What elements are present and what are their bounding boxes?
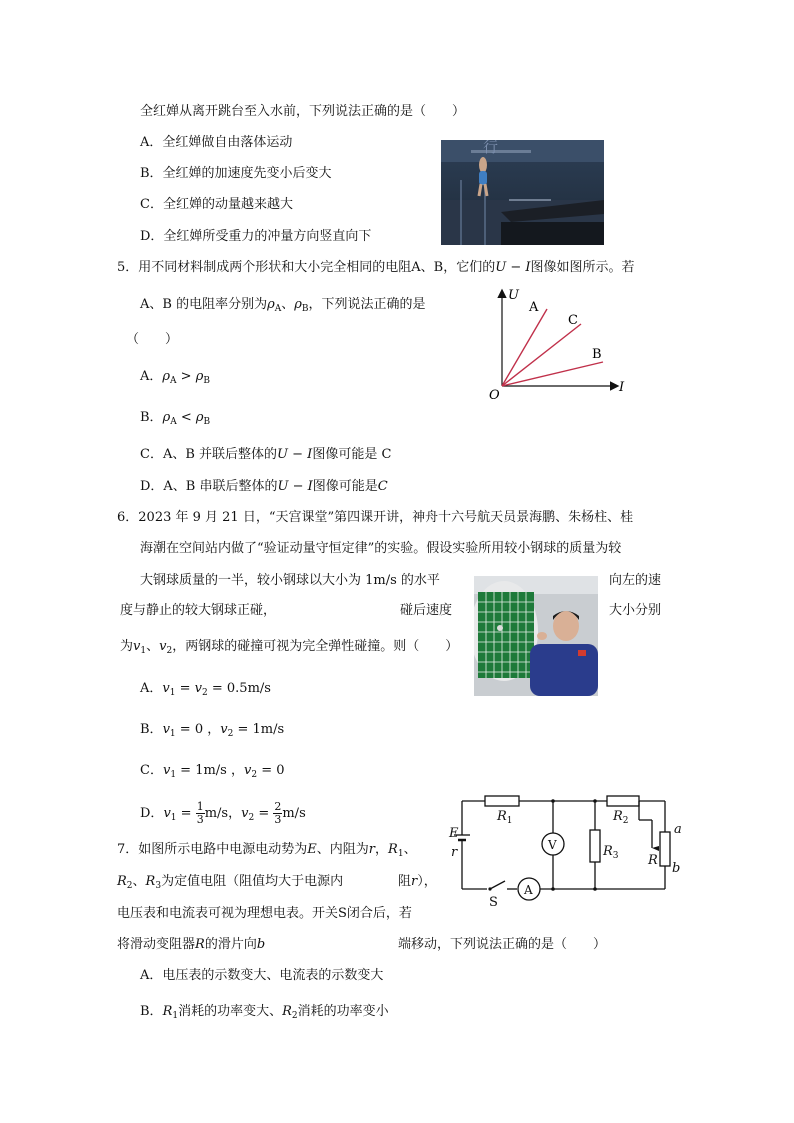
rho-a-sub: A bbox=[170, 376, 177, 386]
line-a-label: A bbox=[529, 300, 539, 315]
q5-option-c bbox=[140, 446, 391, 464]
r-symbol: r bbox=[368, 842, 376, 857]
r1-symbol: R bbox=[388, 842, 398, 857]
v2-sub: 2 bbox=[166, 646, 173, 656]
b-symbol: b bbox=[256, 937, 266, 952]
q6-line5-end: ，两钢球的碰撞可视为完全弹性碰撞。则（ ） bbox=[172, 639, 459, 654]
fraction-numerator: 1 bbox=[196, 800, 204, 813]
v1-sub: 1 bbox=[170, 770, 177, 780]
rho-a-sub: A bbox=[170, 417, 177, 427]
q5-line1-end: 图像如图所示。若 bbox=[530, 260, 635, 275]
v2-sub: 2 bbox=[248, 813, 255, 823]
resistor-r2 bbox=[607, 796, 639, 806]
r1-label-sub: 1 bbox=[506, 816, 513, 826]
sep: 、 bbox=[132, 874, 146, 889]
terminal-a-label: a bbox=[674, 822, 682, 837]
q6-line4-end: 大小分别 bbox=[609, 603, 662, 618]
rho-b-sub: B bbox=[301, 304, 309, 314]
v2-symbol: v bbox=[241, 806, 249, 821]
voltmeter-label: V bbox=[548, 838, 557, 852]
ammeter-label: A bbox=[524, 883, 533, 897]
q7-option-b-mid: 消耗的功率变大、 bbox=[178, 1004, 283, 1019]
v2-symbol: v bbox=[244, 763, 252, 778]
diving-scene bbox=[441, 140, 604, 245]
u-symbol: U bbox=[277, 447, 288, 462]
less-sign: < bbox=[176, 410, 196, 425]
v1-symbol: v bbox=[162, 763, 171, 778]
dash: − bbox=[288, 447, 308, 462]
emf-symbol: E bbox=[307, 842, 317, 857]
rho-a: ρ bbox=[162, 410, 171, 425]
r1-sub: 1 bbox=[172, 1011, 179, 1021]
q5-line1-text: 5．用不同材料制成两个形状和大小完全相同的电阻A、B，它们的 bbox=[117, 260, 496, 275]
q7-line2-end bbox=[398, 873, 437, 891]
v2-sub: 2 bbox=[251, 770, 258, 780]
internal-r-label: r bbox=[451, 845, 458, 860]
r3-label-r: R bbox=[603, 844, 613, 859]
q5-sep: 、 bbox=[281, 297, 295, 312]
q6-option-d-label: D． bbox=[140, 806, 164, 821]
q6-option-a-label: A． bbox=[140, 681, 163, 696]
r1-sub: 1 bbox=[397, 849, 404, 859]
v1-sub: 1 bbox=[169, 729, 176, 739]
q4-option-b: B．全红婵的加速度先变小后变大 bbox=[140, 166, 332, 181]
q5-paren: （ ） bbox=[126, 332, 179, 347]
ui-graph bbox=[485, 283, 635, 403]
q7-line1-text: 7．如图所示电路中电源电动势为 bbox=[117, 842, 308, 857]
q6-option-b-v2: = 1m/s bbox=[233, 722, 285, 737]
fraction-two-thirds bbox=[273, 801, 282, 826]
v2-symbol: v bbox=[194, 681, 203, 696]
q7-line4-end: 端移动，下列说法正确的是（ ） bbox=[398, 937, 607, 952]
rho-b: ρ bbox=[195, 410, 204, 425]
line-c-label: C bbox=[568, 313, 578, 328]
r2-symbol: R bbox=[117, 874, 127, 889]
q7-line4-text: 将滑动变阻器 bbox=[117, 937, 196, 952]
q6-option-c-v2: = 0 bbox=[257, 763, 285, 778]
q5-line2-end: ，下列说法正确的是 bbox=[308, 297, 426, 312]
q5-line1 bbox=[117, 259, 635, 277]
q5-option-b-label: B． bbox=[140, 410, 163, 425]
q6-option-b-v1: = 0 ， bbox=[175, 722, 221, 737]
fraction-numerator: 2 bbox=[274, 800, 282, 813]
q6-line4-mid: 碰后速度 bbox=[400, 603, 453, 618]
v2-sub: 2 bbox=[227, 729, 234, 739]
r2-label-r: R bbox=[613, 809, 623, 824]
q6-line3-end: 向左的速 bbox=[609, 573, 662, 588]
r2-label-sub: 2 bbox=[622, 816, 629, 826]
q7-option-b-label: B． bbox=[140, 1004, 163, 1019]
r1-symbol: R bbox=[162, 1004, 173, 1019]
q6-option-a: A．$v_1 = v_2 = 0.5m/s$ bbox=[140, 681, 271, 698]
space-station-scene bbox=[474, 576, 598, 696]
i-symbol: I bbox=[307, 447, 313, 462]
line-a bbox=[502, 309, 547, 386]
q5-option-a-label: A． bbox=[140, 369, 163, 384]
r3-label-sub: 3 bbox=[612, 851, 619, 861]
rho-b: ρ bbox=[294, 297, 302, 312]
q5-dash: − bbox=[506, 260, 526, 275]
q6-option-d bbox=[140, 801, 306, 831]
v2-sub: 2 bbox=[202, 688, 208, 698]
rho-a: ρ bbox=[162, 369, 171, 384]
q7-line4 bbox=[117, 936, 265, 954]
q7-line4-mid: 的滑片向 bbox=[204, 937, 257, 952]
v1-sub: 1 bbox=[140, 646, 147, 656]
v1-symbol: v bbox=[162, 681, 170, 696]
u-axis-label: U bbox=[508, 288, 519, 303]
q7-line1-mid: 、内阻为 bbox=[316, 842, 369, 857]
rho-b-sub: B bbox=[203, 417, 211, 427]
q7-line2 bbox=[117, 873, 343, 895]
q5-i-symbol: I bbox=[525, 260, 531, 275]
comma: ， bbox=[375, 842, 389, 857]
q7-option-a: A．电压表的示数变大、电流表的示数变大 bbox=[140, 968, 384, 983]
unit: m/s bbox=[282, 806, 306, 821]
switch-label: S bbox=[489, 895, 498, 910]
sep: 、 bbox=[403, 842, 417, 857]
q6-option-b bbox=[140, 721, 284, 743]
q4-option-a: A．全红婵做自由落体运动 bbox=[140, 135, 293, 150]
q6-option-c-label: C． bbox=[140, 763, 163, 778]
r1-label-r: R bbox=[497, 809, 507, 824]
r3-symbol: R bbox=[145, 874, 156, 889]
u-symbol: U bbox=[277, 479, 289, 494]
q5-option-d-c: C bbox=[377, 479, 388, 494]
q7-line3: 电压表和电流表可视为理想电表。开关S闭合后，若 bbox=[117, 906, 412, 921]
q7-option-b-end: 消耗的功率变小 bbox=[297, 1004, 389, 1019]
q6-line4: 度与静止的较大钢球正碰， bbox=[120, 603, 277, 618]
circuit-diagram bbox=[445, 790, 690, 910]
i-axis-label: I bbox=[619, 380, 625, 395]
q5-option-d-text: D．A、B 串联后整体的 bbox=[140, 479, 278, 494]
q7-line2-zu: 阻 bbox=[398, 874, 412, 889]
v1-symbol: v bbox=[133, 639, 141, 654]
q5-option-d-end: 图像可能是 bbox=[312, 479, 378, 494]
rheostat-r bbox=[660, 832, 670, 866]
unit: m/s， bbox=[204, 806, 242, 821]
rho-b: ρ bbox=[195, 369, 204, 384]
switch-s bbox=[490, 881, 505, 889]
resistor-r3 bbox=[590, 830, 600, 862]
fraction-denominator: 3 bbox=[196, 813, 204, 826]
rho-a: ρ bbox=[267, 297, 275, 312]
fraction-one-third bbox=[196, 801, 205, 826]
r3-label bbox=[602, 844, 619, 861]
v1-sub: 1 bbox=[169, 688, 176, 698]
q7-line2-close: ）， bbox=[417, 874, 437, 889]
q5-option-b bbox=[140, 409, 210, 431]
line-b-label: B bbox=[592, 347, 602, 362]
resistor-r1 bbox=[485, 796, 519, 806]
q5-option-a bbox=[140, 368, 210, 390]
q5-option-c-text: C．A、B 并联后整体的 bbox=[140, 447, 278, 462]
i-symbol: I bbox=[307, 479, 313, 494]
rheostat-symbol: R bbox=[195, 937, 205, 952]
q6-option-a-value: = 0.5m/s bbox=[207, 681, 271, 696]
q4-option-d: D．全红婵所受重力的冲量方向竖直向下 bbox=[140, 229, 372, 244]
q6-line3: 大钢球质量的一半，较小钢球以大小为 1m/s 的水平 bbox=[140, 573, 440, 588]
q5-u-symbol: U bbox=[495, 260, 507, 275]
v2-symbol: v bbox=[159, 639, 167, 654]
v1-symbol: v bbox=[163, 806, 171, 821]
q5-option-d bbox=[140, 478, 388, 496]
q7-option-b bbox=[140, 1003, 389, 1025]
rho-b-sub: B bbox=[203, 376, 210, 386]
r1-label bbox=[496, 809, 513, 826]
equals: = bbox=[176, 806, 196, 821]
origin-label: O bbox=[489, 388, 500, 403]
r2-sub: 2 bbox=[126, 881, 133, 891]
diving-photo bbox=[441, 140, 604, 245]
q5-line2 bbox=[140, 296, 426, 318]
q6-option-b-label: B． bbox=[140, 722, 163, 737]
q7-line2-text: 为定值电阻（阻值均大于电源内 bbox=[161, 874, 344, 889]
rheostat-label: R bbox=[648, 853, 658, 868]
q6-option-c-v1: = 1m/s ， bbox=[176, 763, 244, 778]
greater-sign: > bbox=[176, 369, 196, 384]
space-station-photo bbox=[474, 576, 598, 696]
v1-symbol: v bbox=[162, 722, 170, 737]
v1-sub: 1 bbox=[170, 813, 177, 823]
q4-option-c: C．全红婵的动量越来越大 bbox=[140, 197, 293, 212]
r2-sub: 2 bbox=[291, 1011, 298, 1021]
q6-line5-start: 为 bbox=[120, 639, 134, 654]
dash: − bbox=[288, 479, 308, 494]
r2-label bbox=[612, 809, 629, 826]
r3-sub: 3 bbox=[155, 881, 162, 891]
slider-arrow-icon bbox=[652, 846, 659, 851]
q5-option-c-end: 图像可能是 C bbox=[312, 447, 392, 462]
rho-a-sub: A bbox=[274, 304, 282, 314]
equals: = bbox=[254, 806, 274, 821]
v2-symbol: v bbox=[220, 722, 228, 737]
fraction-denominator: 3 bbox=[274, 813, 282, 826]
r2-symbol: R bbox=[282, 1004, 292, 1019]
q4-stem: 全红婵从离开跳台至入水前，下列说法正确的是（ ） bbox=[140, 104, 466, 119]
terminal-b-label: b bbox=[672, 861, 681, 876]
q6-line1: 6．2023 年 9 月 21 日，“天宫课堂”第四课开讲，神舟十六号航天员景海鹏、朱杨柱、桂 bbox=[117, 510, 634, 525]
q6-line2: 海潮在空间站内做了“验证动量守恒定律”的实验。假设实验所用较小钢球的质量为较 bbox=[140, 541, 622, 556]
q6-line5: 为$v_1$、$v_2$，两钢球的碰撞可视为完全弹性碰撞。则（ ） bbox=[120, 639, 459, 656]
photo-banner-text: 行 bbox=[483, 140, 499, 156]
q7-line1 bbox=[117, 841, 417, 863]
q5-line2-text: A、B 的电阻率分别为 bbox=[140, 297, 268, 312]
r-symbol: r bbox=[411, 874, 418, 889]
emf-label: E bbox=[449, 826, 459, 841]
q6-option-c bbox=[140, 762, 285, 784]
